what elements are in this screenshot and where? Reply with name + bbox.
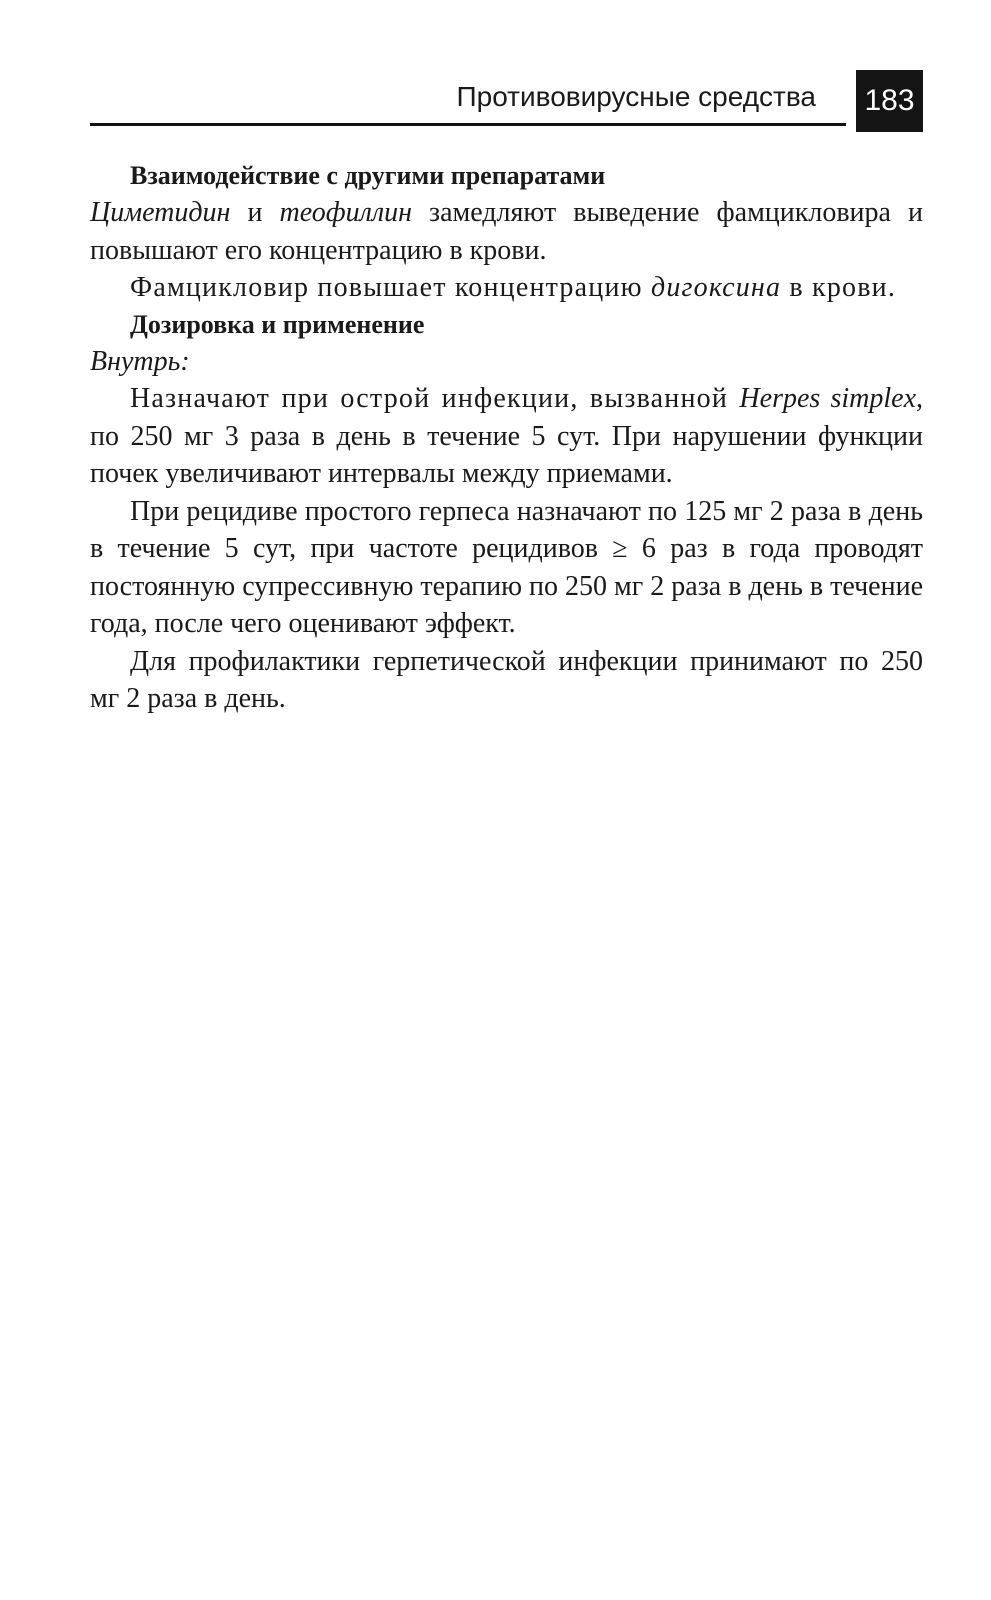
dosage-paragraph-3: Для профилактики герпетической инфекции принимают по 250 мг 2 раза в день. [90,645,923,714]
drug-name-theophylline: теофиллин [279,197,412,228]
conjunction: и [230,197,280,228]
interactions-text-2-before: Фамцикловир повышает концентрацию [130,272,651,303]
pathogen-name: Herpes simplex [739,383,916,414]
interactions-paragraph-1 [90,194,923,269]
dosage-heading: Дозировка и применение [130,309,425,339]
page-body [90,158,923,718]
dosage-text-1-before: Назначают при острой инфекции, вызванной [130,383,740,414]
dosage-paragraph-2: При рецидиве простого герпеса назначают по 125 мг 2 раза в день в течение 5 сут, при частоте рецидивов ≥ 6 раз в года проводят постоянную супрессивную терапию по 250 мг 2 раза в день в течение года, после чего оценивают эффект. [90,495,923,639]
running-header [90,70,846,126]
page-number: 183 [856,70,923,132]
drug-name-digoxin: дигоксина [650,272,782,303]
dosage-paragraph-1 [90,380,923,493]
dosage-text-1-after: , по 250 мг 3 раза в день в течение 5 сут. При нарушении функции почек увеличивают интервалы между приемами. [90,383,923,489]
interactions-paragraph-2 [90,269,923,307]
interactions-text-2-after: в крови. [781,272,897,303]
interactions-text-1: замедляют выведение фамцикловира и повышают его концентрацию в крови. [90,197,923,266]
drug-name-cimetidine: Циметидин [90,197,231,228]
interactions-heading: Взаимодействие с другими препаратами [130,161,606,190]
section-title: Противовирусные средства [456,81,816,112]
route-label: Внутрь: [90,345,190,377]
